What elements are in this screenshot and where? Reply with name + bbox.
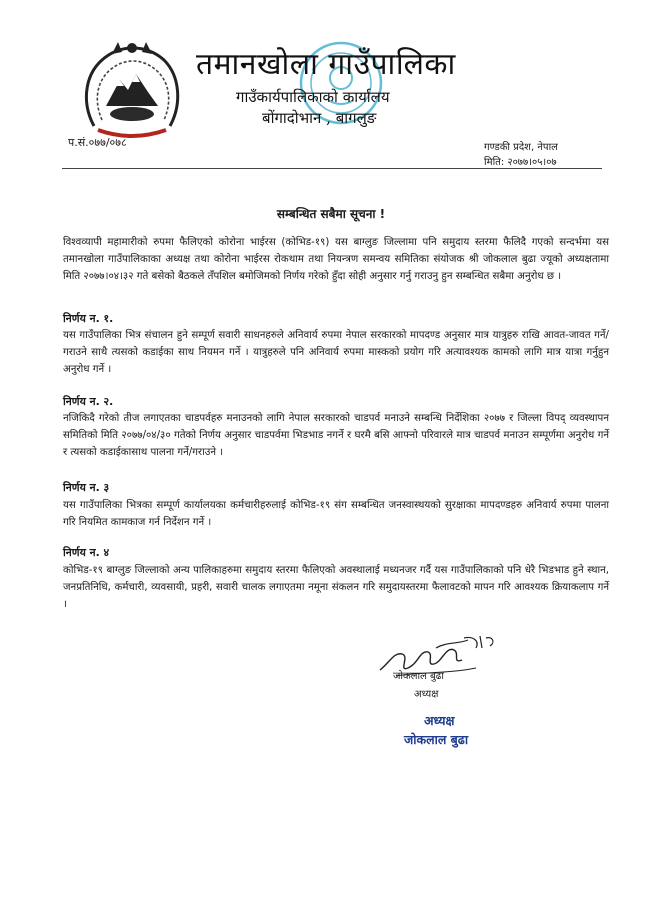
notice-title: सम्बन्धित सबैमा सूचना ! — [276, 207, 386, 221]
nepal-emblem-icon — [72, 34, 192, 144]
office-location: बोंगादोभान , बागलुङ — [262, 109, 377, 127]
office-name: गाउँकार्यपालिकाको कार्यालय — [236, 88, 390, 106]
decision-1-heading: निर्णय न. १. — [63, 312, 114, 325]
stamp-title: अध्यक्ष — [424, 713, 455, 728]
signatory-name: जोकलाल बुढा — [393, 671, 444, 682]
decision-4-heading: निर्णय न. ४ — [63, 546, 110, 559]
reference-number: प.सं.०७७/०७८ — [68, 136, 127, 149]
signatory-title: अध्यक्ष — [414, 689, 439, 700]
stamp-name: जोकलाल बुढा — [404, 732, 469, 747]
decision-3-text: यस गाउँपालिका भित्रका सम्पूर्ण कार्यालयका कर्मचारीहरुलाई कोभिड-१९ संग सम्बन्धित जनस्वास्थयको सुरक्षाका मापदण्डहरु अनिवार्य रुपमा पालना गरि नियमित कामकाज गर्न निर्देशन गर्ने । — [63, 500, 609, 528]
decision-3-heading: निर्णय न. ३ — [63, 481, 110, 494]
notice-date: मिति: २०७७।०५।०७ — [484, 157, 557, 168]
province-label: गण्डकी प्रदेश, नेपाल — [484, 142, 558, 153]
header-divider — [62, 168, 602, 169]
organization-name: तमानखोला गाउँपालिका — [196, 47, 456, 82]
decision-2-text: नजिकिदै गरेको तीज लगाएतका चाडपर्वहरु मनाउनको लागि नेपाल सरकारको चाडपर्व मनाउने सम्बन्धि निर्देशिका २०७७ र जिल्ला विपद् व्यवस्थापन समितिको मिति २०७७/०४/३० गतेको निर्णय अनुसार चाडपर्वमा भिडभाड नगर्ने र घरमै बसि आफ्नो परिवारले मात्र चाडपर्व मनाउन सम्पूर्णमा अनुरोध गर्ने र त्यसको कडाईकासाथ पालना गर्ने/गराउने । — [63, 413, 609, 458]
decision-1-text: यस गाउँपालिका भित्र संचालन हुने सम्पूर्ण सवारी साधनहरुले अनिवार्य रुपमा नेपाल सरकारको मापदण्ड अनुसार मात्र यात्रुहरु राखि आवत-जावत गर्ने/गराउने साथै त्यसको कडाईका साथ नियमन गर्ने । यात्रुहरुले पनि अनिवार्य रुपमा मास्कको प्रयोग गरि अत्यावश्यक कामको लागि मात्र यात्रा गर्नुहुन अनुरोध गर्ने । — [63, 330, 609, 375]
notice-intro-paragraph: विश्वव्यापी महामारीको रुपमा फैलिएको कोरोना भाईरस (कोभिड-१९) यस बाग्लुङ जिल्लामा पनि समुदाय स्तरमा फैलिदै गएको सन्दर्भमा यस तमानखोला गाउँपालिकाका अध्यक्ष तथा कोरोना भाईरस रोकथाम तथा नियन्त्रण समन्वय समितिका संयोजक श्री जोकलाल बुढा ज्यूको अध्यक्षतामा मिति २०७७।०४।३२ गते बसेको बैठकले तँपशिल बमोजिमको निर्णय गरेको हुँदा सोही अनुसार गर्नु गराउनु हुन सम्बन्धित सबैमा अनुरोध छ । — [63, 237, 609, 282]
decision-4-text: कोभिड-१९ बाग्लुङ जिल्लाको अन्य पालिकाहरुमा समुदाय स्तरमा फैलिएको अवस्थालाई मध्यनजर गर्दै यस गाउँपालिकाको पनि धेरै भिडभाड हुने स्थान, जनप्रतिनिधि, कर्मचारी, व्यवसायी, प्रहरी, सवारी चालक लगाएतमा नमूना संकलन गरि समुदायस्तरमा फैलावटको मापन गरि आवश्यक क्रियाकलाप गर्ने । — [63, 565, 609, 610]
decision-2-heading: निर्णय न. २. — [63, 395, 114, 408]
